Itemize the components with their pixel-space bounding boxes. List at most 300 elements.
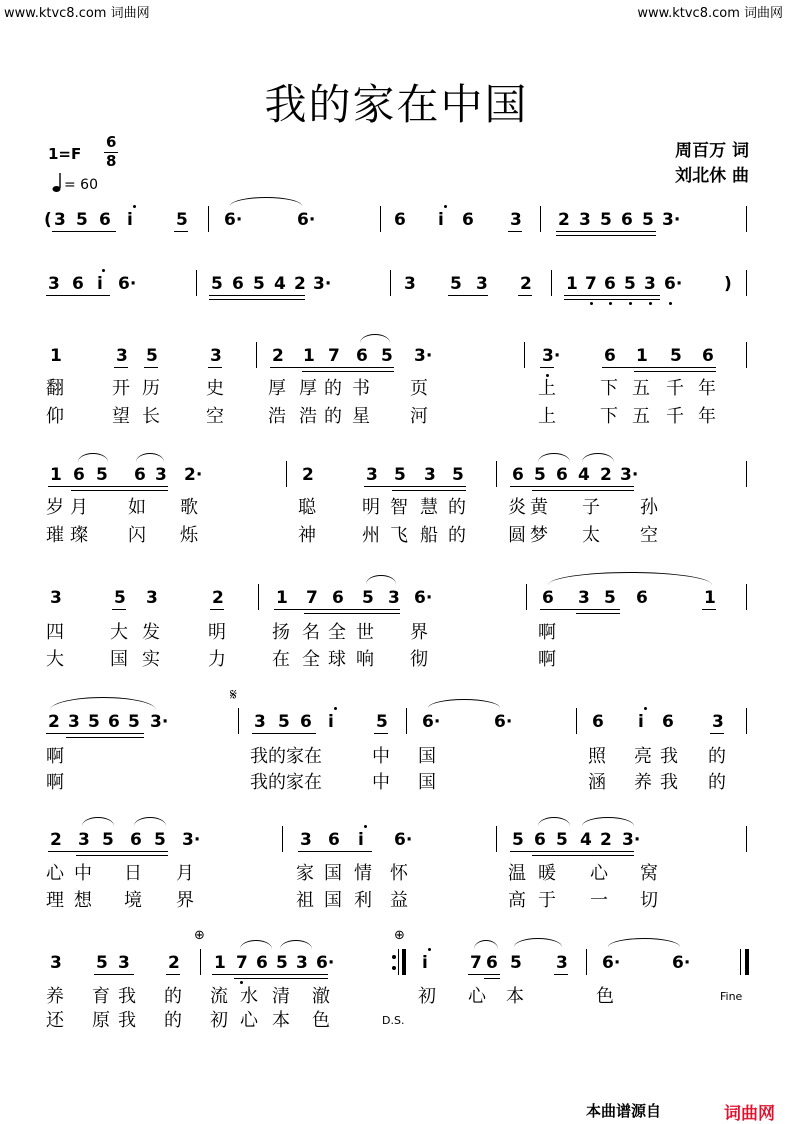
- lyric: 的: [708, 746, 726, 767]
- note: 6: [394, 210, 406, 230]
- lyricist-credit: 周百万 词: [675, 141, 749, 161]
- underline: [532, 855, 634, 856]
- lyric: 仰: [46, 406, 64, 427]
- low-dot: [590, 302, 593, 305]
- tie: [230, 197, 302, 206]
- lyric: 澈: [312, 986, 330, 1007]
- note: 3·: [182, 830, 201, 850]
- lyric: 国: [324, 863, 342, 884]
- lyric: 高: [508, 890, 526, 911]
- note: 5: [394, 465, 406, 485]
- note: 6: [130, 830, 142, 850]
- lyric: 温: [508, 863, 526, 884]
- lyric: 下: [600, 406, 618, 427]
- note: 3: [146, 588, 158, 608]
- note: 3: [50, 588, 62, 608]
- lyric: 切: [640, 890, 658, 911]
- lyric: 养: [634, 772, 652, 793]
- lyric: 翻: [46, 378, 64, 399]
- note: 2: [212, 588, 224, 608]
- note: 3: [300, 830, 312, 850]
- note: 6: [328, 830, 340, 850]
- note: 6: [232, 274, 244, 294]
- note: 3·: [542, 346, 561, 366]
- thick-barline: [402, 949, 406, 975]
- lyric: 我: [118, 1010, 136, 1031]
- note: 3: [366, 465, 378, 485]
- barline: [746, 206, 747, 232]
- underline: [710, 733, 724, 734]
- note: 2: [168, 953, 180, 973]
- lyric: 我的家在: [250, 772, 322, 793]
- note: 5: [604, 588, 616, 608]
- note: 5: [624, 274, 636, 294]
- underline: [576, 613, 620, 614]
- underline: [274, 609, 400, 610]
- note: 2: [50, 830, 62, 850]
- note: 2: [302, 465, 314, 485]
- note: i: [422, 953, 428, 973]
- underline: [510, 486, 634, 487]
- note: 2: [558, 210, 570, 230]
- note: 3: [712, 712, 724, 732]
- underline: [210, 609, 224, 610]
- high-dot: [644, 707, 647, 710]
- lyric: 本: [272, 1010, 290, 1031]
- note: 4: [580, 830, 592, 850]
- lyric: 飞: [390, 525, 408, 546]
- note: i: [97, 274, 103, 294]
- note: 3: [78, 830, 90, 850]
- underline: [270, 367, 394, 368]
- note: 5: [670, 346, 682, 366]
- lyric: 孙: [640, 497, 658, 518]
- note: 5: [642, 210, 654, 230]
- note: 6·: [316, 953, 335, 973]
- note: 1: [276, 588, 288, 608]
- lyric: 日: [124, 863, 142, 884]
- note: 6: [604, 346, 616, 366]
- lyric: 心: [468, 986, 486, 1007]
- lyric: 益: [390, 890, 408, 911]
- note: 4: [274, 274, 286, 294]
- underline: [702, 609, 716, 610]
- lyric: 亮: [634, 746, 652, 767]
- note: 5: [534, 465, 546, 485]
- note: 4: [578, 465, 590, 485]
- lyric: 慧: [420, 497, 438, 518]
- lyric: 国: [324, 890, 342, 911]
- lyric: 照: [588, 746, 606, 767]
- lyric: 流: [210, 986, 228, 1007]
- lyric: 璨: [70, 525, 88, 546]
- lyric: 国: [418, 772, 436, 793]
- tie: [366, 575, 396, 584]
- underline: [634, 371, 716, 372]
- barline: [258, 584, 259, 610]
- lyric: 初: [210, 1010, 228, 1031]
- barline: [746, 342, 747, 368]
- lyric: 国: [418, 746, 436, 767]
- lyric: 利: [354, 890, 372, 911]
- lyric: 啊: [46, 772, 64, 793]
- note: 5: [556, 830, 568, 850]
- barline: [746, 826, 747, 852]
- note: 6: [534, 830, 546, 850]
- note: 3: [644, 274, 656, 294]
- underline: [174, 231, 188, 232]
- underline: [448, 295, 488, 296]
- barline: [398, 949, 399, 975]
- underline: [66, 737, 144, 738]
- note: 3·: [662, 210, 681, 230]
- note: 6: [662, 712, 674, 732]
- underline: [209, 295, 305, 296]
- lyric: 的: [448, 497, 466, 518]
- repeat-paren-close: ): [724, 274, 732, 294]
- barline: [576, 708, 577, 734]
- note: 6: [621, 210, 633, 230]
- tie: [538, 817, 570, 826]
- high-dot: [102, 269, 105, 272]
- note: 3: [579, 210, 591, 230]
- lyric: 浩: [299, 406, 317, 427]
- song-title: 我的家在中国: [264, 80, 529, 129]
- note: 7: [236, 953, 248, 973]
- ds-marking: D.S.: [382, 1014, 405, 1027]
- lyric: 页: [410, 378, 428, 399]
- note: 6·: [422, 712, 441, 732]
- repeat-dot: [392, 955, 396, 959]
- low-dot: [649, 302, 652, 305]
- underline: [556, 231, 656, 232]
- thick-barline: [745, 949, 749, 975]
- lyric: 四: [46, 622, 64, 643]
- tie: [538, 453, 570, 462]
- note: 6·: [224, 210, 243, 230]
- note: 5: [253, 274, 265, 294]
- underline: [564, 299, 660, 300]
- note: 1: [50, 465, 62, 485]
- lyric: 我的家在: [250, 746, 322, 767]
- site-logo[interactable]: 词曲网: [724, 1104, 775, 1124]
- barline: [256, 342, 257, 368]
- note: 1: [566, 274, 578, 294]
- note: 6: [486, 953, 498, 973]
- lyric: 扬: [272, 622, 290, 643]
- note: 5: [512, 830, 524, 850]
- lyric: 千: [666, 378, 684, 399]
- note: 7: [470, 953, 482, 973]
- note: 5: [211, 274, 223, 294]
- lyric: 心: [46, 863, 64, 884]
- lyric: 歌: [180, 497, 198, 518]
- lyric: 望: [112, 406, 130, 427]
- lyric: 船: [420, 525, 438, 546]
- slur: [50, 697, 156, 710]
- lyric: 空: [640, 525, 658, 546]
- note: 6: [72, 274, 84, 294]
- underline: [144, 367, 158, 368]
- lyric: 神: [298, 525, 316, 546]
- underline: [208, 367, 222, 368]
- lyric: 千: [666, 406, 684, 427]
- lyric: 的: [448, 525, 466, 546]
- underline: [540, 367, 554, 368]
- lyric: 水: [240, 986, 258, 1007]
- tie: [514, 938, 562, 947]
- note: 6: [556, 465, 568, 485]
- lyric: 的: [708, 772, 726, 793]
- note: 6: [300, 712, 312, 732]
- note: i: [328, 712, 334, 732]
- lyric: 梦: [530, 525, 548, 546]
- underline: [48, 486, 168, 487]
- lyric: 理: [46, 890, 64, 911]
- lyric: 岁: [46, 497, 64, 518]
- underline: [392, 490, 466, 491]
- lyric: 星: [352, 406, 370, 427]
- lyric: 聪: [298, 497, 316, 518]
- lyric: 彻: [410, 649, 428, 670]
- lyric: 的: [164, 986, 182, 1007]
- underline: [540, 609, 620, 610]
- lyric: 窝: [640, 863, 658, 884]
- note: 3: [404, 274, 416, 294]
- barline: [406, 708, 407, 734]
- barline: [526, 584, 527, 610]
- note: 6: [462, 210, 474, 230]
- high-dot: [133, 205, 136, 208]
- lyric: 五: [632, 406, 650, 427]
- lyric: 厚: [268, 378, 286, 399]
- lyric: 情: [354, 863, 372, 884]
- quarter-note-icon: [50, 172, 64, 198]
- site-watermark-left: www.ktvc8.com 词曲网: [4, 6, 150, 21]
- lyric: 祖: [296, 890, 314, 911]
- barline: [746, 708, 747, 734]
- tie: [82, 817, 114, 826]
- tie: [360, 334, 390, 343]
- composer-credit: 刘北休 曲: [675, 166, 749, 186]
- barline: [208, 206, 209, 232]
- note: 6: [256, 953, 268, 973]
- note: 1: [636, 346, 648, 366]
- lyric: 球: [328, 649, 346, 670]
- note: 6: [636, 588, 648, 608]
- note: 5: [76, 210, 88, 230]
- note: 3: [118, 953, 130, 973]
- high-dot: [428, 948, 431, 951]
- lyric: 的: [324, 378, 342, 399]
- fine-marking: Fine: [720, 990, 743, 1003]
- lyric: 上: [538, 378, 556, 399]
- barline: [740, 949, 741, 975]
- note: 6: [702, 346, 714, 366]
- lyric: 中: [74, 863, 92, 884]
- lyric: 中: [372, 746, 390, 767]
- tie: [582, 817, 634, 826]
- tie: [240, 940, 272, 949]
- note: 5: [381, 346, 393, 366]
- low-dot: [629, 302, 632, 305]
- lyric: 的: [164, 1010, 182, 1031]
- lyric: 发: [142, 622, 160, 643]
- note: 6·: [664, 274, 683, 294]
- note: 3·: [414, 346, 433, 366]
- repeat-dot: [392, 966, 396, 970]
- lyric: 全: [328, 622, 346, 643]
- note: 5: [362, 588, 374, 608]
- lyric: 烁: [180, 525, 198, 546]
- lyric: 大: [46, 649, 64, 670]
- note: 6·: [118, 274, 137, 294]
- lyric: 啊: [538, 649, 556, 670]
- note: 5: [450, 274, 462, 294]
- barline: [286, 461, 287, 487]
- lyric: 初: [418, 986, 436, 1007]
- note: 3: [510, 210, 522, 230]
- lyric: 我: [660, 746, 678, 767]
- tie: [134, 817, 166, 826]
- barline: [196, 270, 197, 296]
- lyric: 史: [206, 378, 224, 399]
- key-signature: 1=F: [48, 145, 82, 163]
- underline: [112, 609, 126, 610]
- note: 6: [332, 588, 344, 608]
- lyric: 明: [362, 497, 380, 518]
- lyric: 浩: [268, 406, 286, 427]
- lyric: 的: [324, 406, 342, 427]
- lyric: 家: [296, 863, 314, 884]
- note: 3: [54, 210, 66, 230]
- note: 1: [704, 588, 716, 608]
- lyric: 圆: [508, 525, 526, 546]
- lyric: 想: [74, 890, 92, 911]
- barline: [551, 270, 552, 296]
- note: 2: [272, 346, 284, 366]
- barline: [746, 270, 747, 296]
- note: 3: [68, 712, 80, 732]
- time-signature-top: 6: [106, 133, 117, 151]
- high-dot: [364, 825, 367, 828]
- note: 5: [276, 953, 288, 973]
- note: i: [358, 830, 364, 850]
- lyric: 如: [128, 497, 146, 518]
- underline: [46, 733, 144, 734]
- lyric: 开: [112, 378, 130, 399]
- tie: [428, 699, 500, 708]
- note: 5: [278, 712, 290, 732]
- time-signature-bottom: 8: [106, 152, 117, 170]
- note: 2: [520, 274, 532, 294]
- barline: [496, 461, 497, 487]
- note: 6: [542, 588, 554, 608]
- lyric: 厚: [299, 378, 317, 399]
- underline: [364, 486, 466, 487]
- site-watermark-right: www.ktvc8.com 词曲网: [637, 6, 783, 21]
- tie: [582, 453, 614, 462]
- high-dot: [334, 707, 337, 710]
- lyric: 世: [356, 622, 374, 643]
- note: 6·: [414, 588, 433, 608]
- note: 2: [294, 274, 306, 294]
- note: 5: [452, 465, 464, 485]
- lyric: 暖: [538, 863, 556, 884]
- underline: [76, 855, 168, 856]
- note: 2: [600, 830, 612, 850]
- source-label: 本曲谱源自: [586, 1102, 662, 1120]
- lyric: 月: [176, 863, 194, 884]
- note: 6·: [297, 210, 316, 230]
- note: i: [638, 712, 644, 732]
- lyric: 境: [124, 890, 142, 911]
- slur: [548, 572, 712, 585]
- lyric: 本: [506, 986, 524, 1007]
- lyric: 五: [632, 378, 650, 399]
- note: 3: [210, 346, 222, 366]
- barline: [540, 206, 541, 232]
- note: 3: [476, 274, 488, 294]
- tie: [608, 938, 680, 947]
- note: 1: [303, 346, 315, 366]
- note: 3·: [313, 274, 332, 294]
- underline: [510, 851, 634, 852]
- note: 5: [128, 712, 140, 732]
- note: 3: [556, 953, 568, 973]
- barline: [380, 206, 381, 232]
- lyric: 河: [410, 406, 428, 427]
- note: 6: [99, 210, 111, 230]
- underline: [48, 851, 168, 852]
- note: 6: [134, 465, 146, 485]
- high-dot: [444, 205, 447, 208]
- note: 3·: [150, 712, 169, 732]
- note: 3: [296, 953, 308, 973]
- lyric: 全: [302, 649, 320, 670]
- underline: [304, 613, 400, 614]
- underline: [212, 974, 328, 975]
- note: 5: [154, 830, 166, 850]
- underline: [234, 978, 328, 979]
- lyric: 心: [240, 1010, 258, 1031]
- lyric: 实: [142, 649, 160, 670]
- note: 6: [592, 712, 604, 732]
- note: 5: [376, 712, 388, 732]
- lyric: 养: [46, 986, 64, 1007]
- note: 3: [388, 588, 400, 608]
- note: 6: [512, 465, 524, 485]
- lyric: 名: [302, 622, 320, 643]
- lyric: 我: [660, 772, 678, 793]
- lyric: 明: [208, 622, 226, 643]
- underline: [602, 367, 716, 368]
- note: 3·: [620, 465, 639, 485]
- underline: [302, 371, 394, 372]
- note: 5: [96, 953, 108, 973]
- note: 7: [328, 346, 340, 366]
- repeat-paren-open: (: [44, 210, 52, 230]
- note: i: [438, 210, 444, 230]
- coda-icon: ⊕: [394, 928, 405, 943]
- barline: [586, 949, 587, 975]
- lyric: 界: [410, 622, 428, 643]
- tie: [280, 940, 312, 949]
- note: 5: [88, 712, 100, 732]
- note: 3: [50, 953, 62, 973]
- coda-icon: ⊕: [194, 928, 205, 943]
- note: 3: [424, 465, 436, 485]
